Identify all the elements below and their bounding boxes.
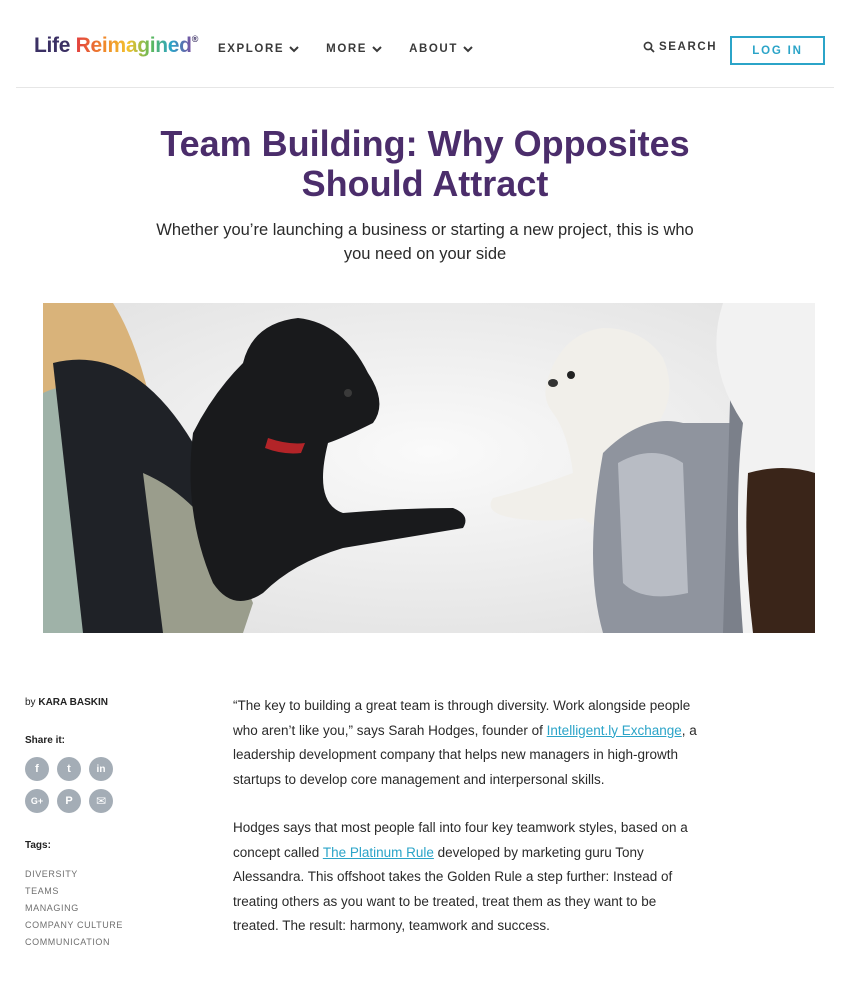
dogs-illustration [43, 303, 815, 633]
nav-more-label: MORE [326, 43, 368, 55]
article-title: Team Building: Why Opposites Should Attract [160, 123, 690, 204]
tag-link[interactable]: TEAMS [25, 886, 60, 896]
hero-image [43, 303, 815, 633]
logo-text-reimagined: Reimagined [75, 34, 192, 57]
tag-link[interactable]: DIVERSITY [25, 869, 78, 879]
chevron-down-icon [372, 45, 382, 53]
site-header [16, 0, 834, 88]
main-nav [218, 43, 473, 55]
email-icon[interactable]: ✉ [89, 789, 113, 813]
tags-label: Tags: [25, 840, 51, 851]
pinterest-icon[interactable]: P [57, 789, 81, 813]
nav-about[interactable] [409, 43, 473, 55]
article-body [233, 694, 703, 963]
author-byline [25, 697, 108, 708]
linkedin-icon[interactable]: in [89, 757, 113, 781]
chevron-down-icon [289, 45, 299, 53]
tag-link[interactable]: MANAGING [25, 903, 79, 913]
login-label: LOG IN [752, 44, 803, 57]
search-label: SEARCH [659, 41, 718, 53]
byline-prefix: by [25, 697, 39, 708]
chevron-down-icon [463, 45, 473, 53]
login-button[interactable] [730, 36, 825, 65]
share-label: Share it: [25, 735, 66, 746]
nav-explore-label: EXPLORE [218, 43, 285, 55]
paragraph: “The key to building a great team is through diversity. Work alongside people who aren’t like you,” says Sarah Hodges, founder of Intelligent.ly Exchange, a leadership development company that helps new managers in high-growth startups to develop core management and interpersonal skills. [233, 698, 697, 787]
search-icon [643, 41, 655, 53]
google-plus-icon[interactable]: G+ [25, 789, 49, 813]
article-subtitle: Whether you’re launching a business or starting a new project, this is who you need on your side [156, 221, 694, 263]
share-buttons [25, 757, 121, 813]
tag-link[interactable]: COMPANY CULTURE [25, 920, 124, 930]
nav-explore[interactable] [218, 43, 299, 55]
site-logo[interactable] [34, 34, 198, 58]
author-name[interactable]: KARA BASKIN [38, 697, 108, 708]
twitter-icon[interactable]: t [57, 757, 81, 781]
nav-about-label: ABOUT [409, 43, 458, 55]
tag-link[interactable]: COMMUNICATION [25, 937, 111, 947]
nav-more[interactable] [326, 43, 382, 55]
facebook-icon[interactable]: f [25, 757, 49, 781]
intelligently-exchange-link[interactable]: Intelligent.ly Exchange [546, 722, 682, 738]
logo-registered-mark: ® [191, 34, 199, 44]
paragraph: Hodges says that most people fall into four key teamwork styles, based on a concept called The Platinum Rule developed by marketing guru Tony Alessandra. This offshoot takes the Golden Rule a step further: Instead of treating others as you want to be treated, treat them as they want to be treated. The result: harmony, teamwork and success. [233, 820, 688, 933]
search-button[interactable] [643, 41, 717, 53]
tags-list [25, 866, 123, 951]
right-person-arm [746, 468, 815, 633]
platinum-rule-link[interactable]: The Platinum Rule [322, 844, 434, 860]
logo-text-life: Life [34, 34, 76, 57]
